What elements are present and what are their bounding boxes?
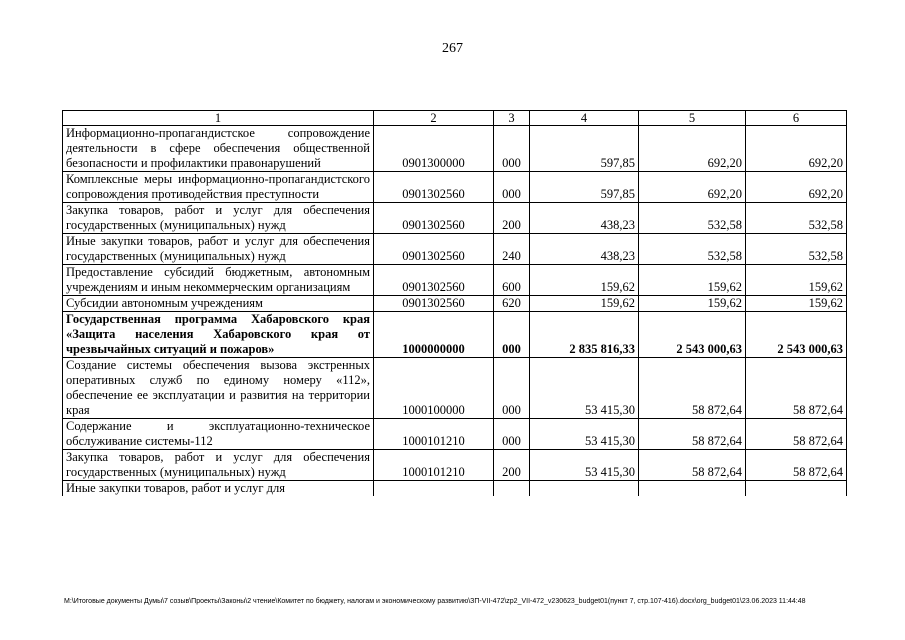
target-code-cell: 0901302560 [374, 203, 494, 234]
column-header-4: 4 [530, 111, 639, 126]
target-code-cell: 1000101210 [374, 419, 494, 450]
row-name-cell: Закупка товаров, работ и услуг для обеспечения государственных (муниципальных) нужд [63, 203, 374, 234]
target-code-cell [374, 481, 494, 497]
expense-type-cell: 600 [494, 265, 530, 296]
table-row [63, 234, 847, 265]
amount-col6-cell: 532,58 [746, 203, 847, 234]
table-header-row [63, 111, 847, 126]
amount-col4-cell: 438,23 [530, 203, 639, 234]
table-row [63, 172, 847, 203]
target-code-cell: 0901302560 [374, 172, 494, 203]
amount-col5-cell: 692,20 [639, 126, 746, 172]
amount-col5-cell: 2 543 000,63 [639, 312, 746, 358]
amount-col4-cell: 53 415,30 [530, 358, 639, 419]
expense-type-cell: 000 [494, 126, 530, 172]
amount-col5-cell: 58 872,64 [639, 419, 746, 450]
target-code-cell: 1000101210 [374, 450, 494, 481]
row-name-cell: Создание системы обеспечения вызова экстренных оперативных служб по единому номеру «112», обеспечение ее эксплуатации и развития на территории края [63, 358, 374, 419]
amount-col4-cell: 597,85 [530, 126, 639, 172]
amount-col6-cell: 532,58 [746, 234, 847, 265]
amount-col4-cell: 2 835 816,33 [530, 312, 639, 358]
expense-type-cell: 200 [494, 203, 530, 234]
document-path-footer: M:\Итоговые документы Думы\7 созыв\Проекты\Законы\2 чтение\Комитет по бюджету, налогам и экономическому развитию\ЗП-VII-472\zp2_VII-472_v230623_budget01(пункт 7, стр.107-416).docx\org_budget01\23.06.2023 11:44:48 [64, 598, 806, 605]
amount-col6-cell [746, 481, 847, 497]
column-header-5: 5 [639, 111, 746, 126]
row-name-cell: Иные закупки товаров, работ и услуг для [63, 481, 374, 497]
amount-col6-cell: 2 543 000,63 [746, 312, 847, 358]
amount-col5-cell: 692,20 [639, 172, 746, 203]
table-row [63, 265, 847, 296]
column-header-1: 1 [63, 111, 374, 126]
amount-col5-cell: 58 872,64 [639, 450, 746, 481]
target-code-cell: 1000000000 [374, 312, 494, 358]
expense-type-cell: 620 [494, 296, 530, 312]
expense-type-cell: 000 [494, 312, 530, 358]
row-name-cell: Закупка товаров, работ и услуг для обеспечения государственных (муниципальных) нужд [63, 450, 374, 481]
amount-col4-cell: 597,85 [530, 172, 639, 203]
amount-col5-cell: 159,62 [639, 265, 746, 296]
target-code-cell: 0901302560 [374, 265, 494, 296]
expense-type-cell [494, 481, 530, 497]
target-code-cell: 0901302560 [374, 296, 494, 312]
column-header-6: 6 [746, 111, 847, 126]
amount-col6-cell: 692,20 [746, 126, 847, 172]
amount-col4-cell: 53 415,30 [530, 450, 639, 481]
row-name-cell: Информационно-пропагандистское сопровождение деятельности в сфере обеспечения общественной безопасности и профилактики правонарушений [63, 126, 374, 172]
table-row [63, 126, 847, 172]
row-name-cell: Комплексные меры информационно-пропагандистского сопровождения противодействия преступности [63, 172, 374, 203]
page-number: 267 [442, 41, 463, 56]
table-row [63, 419, 847, 450]
amount-col6-cell: 692,20 [746, 172, 847, 203]
amount-col6-cell: 58 872,64 [746, 358, 847, 419]
amount-col5-cell: 159,62 [639, 296, 746, 312]
amount-col4-cell: 159,62 [530, 296, 639, 312]
amount-col5-cell: 532,58 [639, 203, 746, 234]
row-name-cell: Предоставление субсидий бюджетным, автономным учреждениям и иным некоммерческим организациям [63, 265, 374, 296]
target-code-cell: 0901302560 [374, 234, 494, 265]
row-name-cell: Государственная программа Хабаровского края «Защита населения Хабаровского края от чрезвычайных ситуаций и пожаров» [63, 312, 374, 358]
amount-col4-cell: 438,23 [530, 234, 639, 265]
expense-type-cell: 000 [494, 172, 530, 203]
expense-type-cell: 200 [494, 450, 530, 481]
target-code-cell: 0901300000 [374, 126, 494, 172]
row-name-cell: Содержание и эксплуатационно-техническое обслуживание системы-112 [63, 419, 374, 450]
amount-col4-cell: 53 415,30 [530, 419, 639, 450]
expense-type-cell: 000 [494, 419, 530, 450]
amount-col5-cell: 58 872,64 [639, 358, 746, 419]
table-row [63, 358, 847, 419]
table-row [63, 296, 847, 312]
table-row [63, 481, 847, 497]
target-code-cell: 1000100000 [374, 358, 494, 419]
amount-col4-cell [530, 481, 639, 497]
expense-type-cell: 000 [494, 358, 530, 419]
amount-col6-cell: 159,62 [746, 265, 847, 296]
table-row [63, 450, 847, 481]
column-header-2: 2 [374, 111, 494, 126]
amount-col5-cell: 532,58 [639, 234, 746, 265]
amount-col4-cell: 159,62 [530, 265, 639, 296]
table-row [63, 312, 847, 358]
expense-type-cell: 240 [494, 234, 530, 265]
amount-col6-cell: 159,62 [746, 296, 847, 312]
table-row [63, 203, 847, 234]
budget-table [62, 110, 847, 496]
amount-col5-cell [639, 481, 746, 497]
row-name-cell: Иные закупки товаров, работ и услуг для обеспечения государственных (муниципальных) нужд [63, 234, 374, 265]
amount-col6-cell: 58 872,64 [746, 450, 847, 481]
column-header-3: 3 [494, 111, 530, 126]
row-name-cell: Субсидии автономным учреждениям [63, 296, 374, 312]
amount-col6-cell: 58 872,64 [746, 419, 847, 450]
